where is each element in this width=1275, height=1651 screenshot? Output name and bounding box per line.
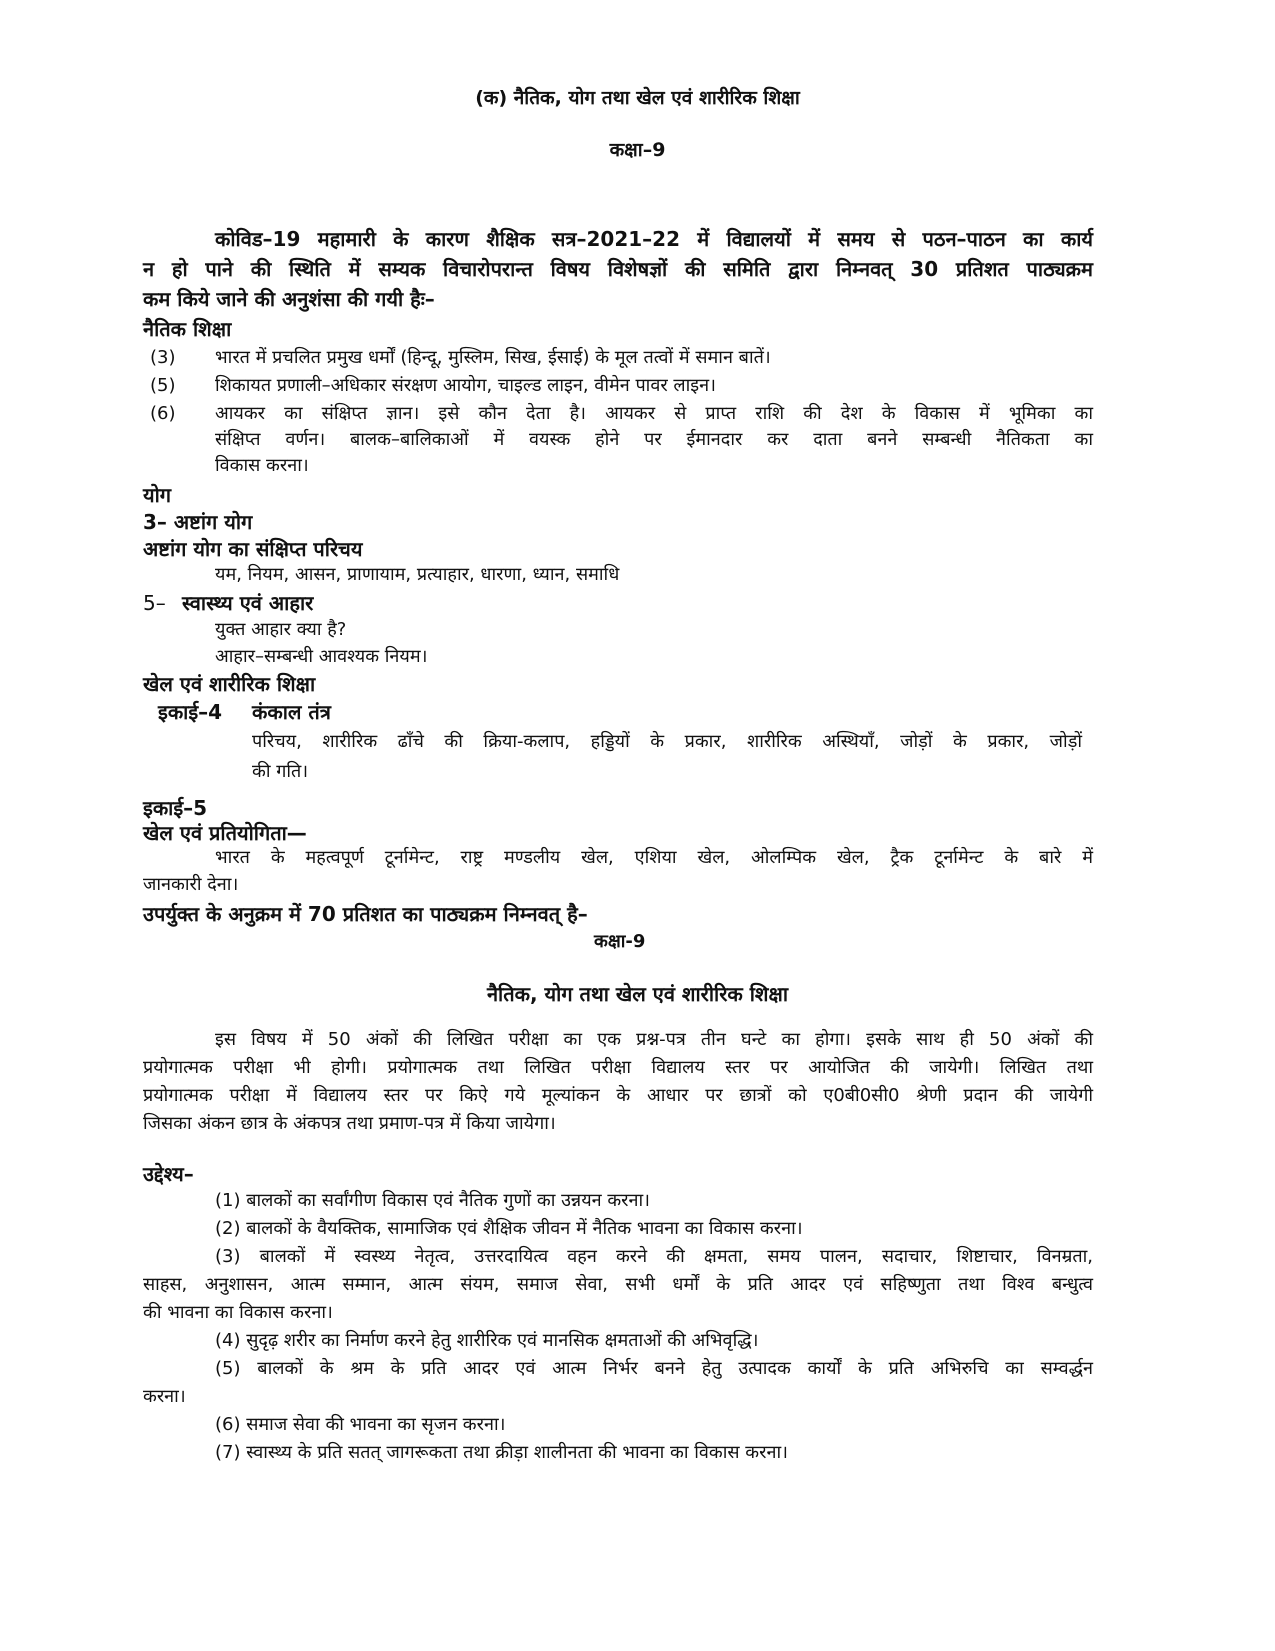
moral-item-number: (3) bbox=[150, 347, 176, 368]
section-title: नैतिक, योग तथा खेल एवं शारीरिक शिक्षा bbox=[486, 982, 789, 1006]
sports-heading: खेल एवं शारीरिक शिक्षा bbox=[143, 672, 316, 696]
objective-item: (4) सुदृढ़ शरीर का निर्माण करने हेतु शारीरिक एवं मानसिक क्षमताओं की अभिवृद्धि। bbox=[215, 1330, 759, 1351]
diet-line: युक्त आहार क्या है? bbox=[215, 619, 347, 640]
moral-item-text: आयकर का संक्षिप्त ज्ञान। इसे कौन देता है। आयकर से प्राप्त राशि की देश के विकास में भूमिका का bbox=[215, 403, 1093, 424]
moral-heading: नैतिक शिक्षा bbox=[143, 317, 232, 341]
objective-item: साहस, अनुशासन, आत्म सम्मान, आत्म संयम, समाज सेवा, सभी धर्मों के प्रति आदर एवं सहिष्णुता तथा विश्व बन्धुत्व bbox=[143, 1274, 1093, 1295]
moral-item-text: भारत में प्रचलित प्रमुख धर्मों (हिन्दू, मुस्लिम, सिख, ईसाई) के मूल तत्वों में समान बातें। bbox=[215, 347, 771, 368]
intro-line-1: कोविड–19 महामारी के कारण शैक्षिक सत्र–2021–22 में विद्यालयों में समय से पठन–पाठन का कार्य bbox=[215, 227, 1093, 251]
yoga-subheading: स्वास्थ्य एवं आहार bbox=[182, 591, 314, 615]
objective-item: (3) बालकों में स्वस्थ्य नेतृत्व, उत्तरदायित्व वहन करने की क्षमता, समय पालन, सदाचार, शिष्टाचार, विनम्रता, bbox=[215, 1246, 1093, 1267]
yoga-subheading-number: 5– bbox=[143, 591, 166, 615]
objective-item: (1) बालकों का सर्वांगीण विकास एवं नैतिक गुणों का उन्नयन करना। bbox=[215, 1190, 651, 1211]
objectives-heading: उद्देश्य– bbox=[143, 1162, 194, 1186]
unit-label: इकाई–5 bbox=[143, 796, 208, 820]
objective-item: (5) बालकों के श्रम के प्रति आदर एवं आत्म निर्भर बनने हेतु उत्पादक कार्यों के प्रति अभिरुचि का सम्वर्द्धन bbox=[215, 1358, 1093, 1379]
moral-item-text: विकास करना। bbox=[215, 455, 309, 476]
yoga-subheading: 3– अष्टांग योग bbox=[143, 510, 253, 534]
unit-text: परिचय, शारीरिक ढाँचे की क्रिया-कलाप, हड्डियों के प्रकार, शारीरिक अस्थियाँ, जोड़ों के प्रकार, जोड़ों bbox=[252, 731, 1082, 752]
moral-item-number: (5) bbox=[150, 375, 176, 396]
unit-title: कंकाल तंत्र bbox=[252, 700, 331, 724]
objective-item: (7) स्वास्थ्य के प्रति सतत् जागरूकता तथा क्रीड़ा शालीनता की भावना का विकास करना। bbox=[215, 1442, 788, 1463]
objective-item: (2) बालकों के वैयक्तिक, सामाजिक एवं शैक्षिक जीवन में नैतिक भावना का विकास करना। bbox=[215, 1218, 803, 1239]
objective-item: करना। bbox=[143, 1386, 186, 1407]
diet-line: आहार–सम्बन्धी आवश्यक नियम। bbox=[215, 646, 428, 667]
syllabus-intro: उपर्युक्त के अनुक्रम में 70 प्रतिशत का पाठ्यक्रम निम्नवत् है– bbox=[143, 902, 588, 926]
yoga-limbs-list: यम, नियम, आसन, प्राणायाम, प्रत्याहार, धारणा, ध्यान, समाधि bbox=[215, 564, 620, 585]
class-label: कक्षा–9 bbox=[609, 139, 666, 161]
exam-paragraph-line: प्रयोगात्मक परीक्षा भी होगी। प्रयोगात्मक तथा लिखित परीक्षा विद्यालय स्तर पर आयोजित की जायेगी। लिखित तथा bbox=[143, 1057, 1093, 1078]
unit-text: भारत के महत्वपूर्ण टूर्नामेन्ट, राष्ट्र मण्डलीय खेल, एशिया खेल, ओलम्पिक खेल, ट्रैक टूर्नामेन्ट के बारे में bbox=[215, 847, 1093, 868]
document-title: (क) नैतिक, योग तथा खेल एवं शारीरिक शिक्षा bbox=[475, 87, 800, 109]
exam-paragraph-line: जिसका अंकन छात्र के अंकपत्र तथा प्रमाण-पत्र में किया जायेगा। bbox=[143, 1113, 556, 1134]
objective-item: की भावना का विकास करना। bbox=[143, 1302, 333, 1323]
class-label: कक्षा-9 bbox=[594, 931, 646, 952]
unit-text: जानकारी देना। bbox=[143, 874, 239, 895]
unit-label: इकाई–4 bbox=[158, 700, 223, 724]
intro-line-3: कम किये जाने की अनुशंसा की गयी हैः– bbox=[143, 287, 435, 311]
exam-paragraph-line: प्रयोगात्मक परीक्षा में विद्यालय स्तर पर किऐ गये मूल्यांकन के आधार पर छात्रों को ए0बी0सी0 श्रेणी प्रदान की जायेगी bbox=[143, 1085, 1093, 1106]
objective-item: (6) समाज सेवा की भावना का सृजन करना। bbox=[215, 1414, 506, 1435]
unit-title: खेल एवं प्रतियोगिता— bbox=[143, 821, 307, 845]
intro-line-2: न हो पाने की स्थिति में सम्यक विचारोपरान्त विषय विशेषज्ञों की समिति द्वारा निम्नवत् 30 प्रतिशत पाठ्यक्रम bbox=[143, 257, 1093, 281]
moral-item-text: संक्षिप्त वर्णन। बालक–बालिकाओं में वयस्क होने पर ईमानदार कर दाता बनने सम्बन्धी नैतिकता का bbox=[215, 429, 1093, 450]
exam-paragraph-line: इस विषय में 50 अंकों की लिखित परीक्षा का एक प्रश्न-पत्र तीन घन्टे का होगा। इसके साथ ही 50 अंकों की bbox=[215, 1029, 1093, 1050]
unit-text: की गति। bbox=[252, 761, 309, 782]
yoga-subheading: अष्टांग योग का संक्षिप्त परिचय bbox=[143, 537, 363, 561]
yoga-heading: योग bbox=[143, 483, 172, 507]
moral-item-number: (6) bbox=[150, 403, 176, 424]
moral-item-text: शिकायत प्रणाली–अधिकार संरक्षण आयोग, चाइल्ड लाइन, वीमेन पावर लाइन। bbox=[215, 375, 716, 396]
